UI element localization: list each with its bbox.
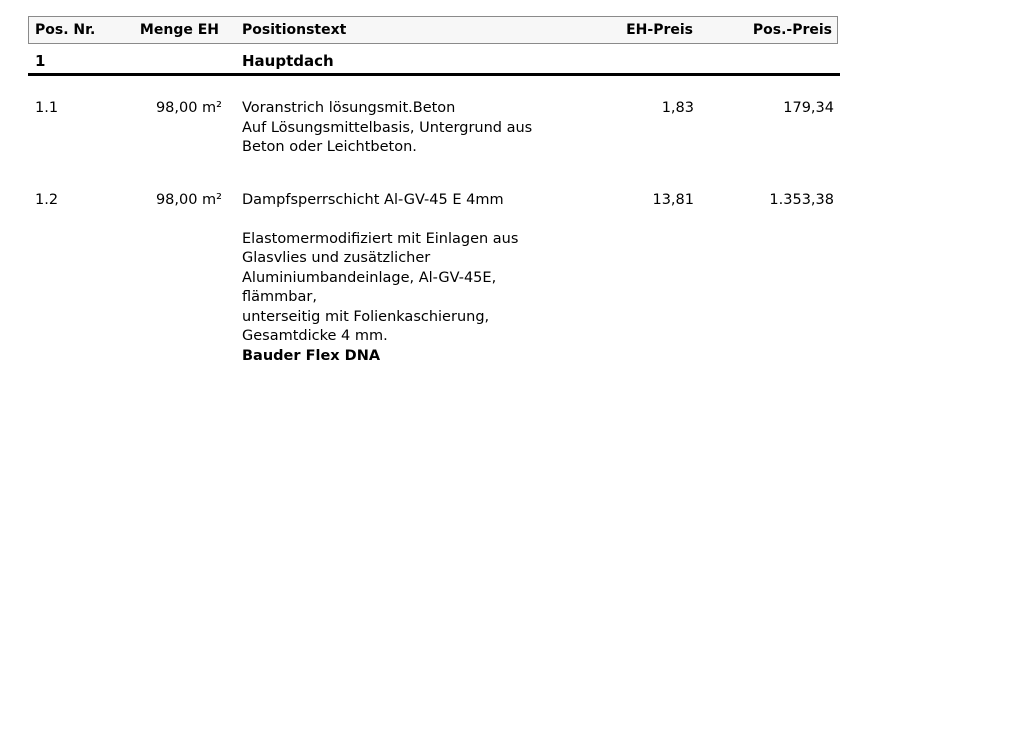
row-desc-line: unterseitig mit Folienkaschierung,: [242, 308, 490, 325]
row-desc-line: Glasvlies und zusätzlicher: [242, 250, 431, 266]
row-pos: 1.1: [35, 100, 59, 116]
row-desc-line: Elastomermodifiziert mit Einlagen aus: [242, 230, 519, 247]
row-positionstext: [242, 99, 602, 158]
row-spacer: [242, 211, 602, 230]
row-menge: 98,00 m²: [155, 192, 222, 208]
row-title: Dampfsperrschicht Al-GV-45 E 4mm: [242, 192, 504, 208]
row-desc-line: Gesamtdicke 4 mm.: [242, 328, 388, 344]
row-title: Voranstrich lösungsmit.Beton: [242, 100, 456, 116]
row-desc-line: Auf Lösungsmittelbasis, Untergrund aus: [242, 119, 533, 136]
group-pos: 1: [35, 52, 46, 70]
row-pos: 1.2: [35, 192, 59, 208]
header-menge-eh: Menge EH: [139, 22, 219, 38]
row-pos-preis: 179,34: [783, 100, 834, 116]
header-pos-nr: Pos. Nr.: [35, 22, 96, 38]
row-desc-line: Beton oder Leichtbeton.: [242, 139, 417, 155]
row-positionstext: [242, 191, 602, 366]
header-pos-preis: Pos.-Preis: [752, 22, 832, 38]
row-eh-preis: 1,83: [661, 100, 694, 116]
row-desc-line: flämmbar,: [242, 289, 317, 305]
row-eh-preis: 13,81: [652, 192, 694, 208]
group-row: [28, 46, 840, 76]
header-positionstext: Positionstext: [242, 22, 347, 38]
row-menge: 98,00 m²: [155, 100, 222, 116]
row-desc-line: Aluminiumbandeinlage, Al-GV-45E,: [242, 269, 497, 286]
row-pos-preis: 1.353,38: [769, 192, 834, 208]
row-product-name: Bauder Flex DNA: [242, 347, 381, 364]
group-title: Hauptdach: [242, 52, 334, 70]
table-header: [28, 16, 838, 44]
header-eh-preis: EH-Preis: [626, 22, 693, 38]
